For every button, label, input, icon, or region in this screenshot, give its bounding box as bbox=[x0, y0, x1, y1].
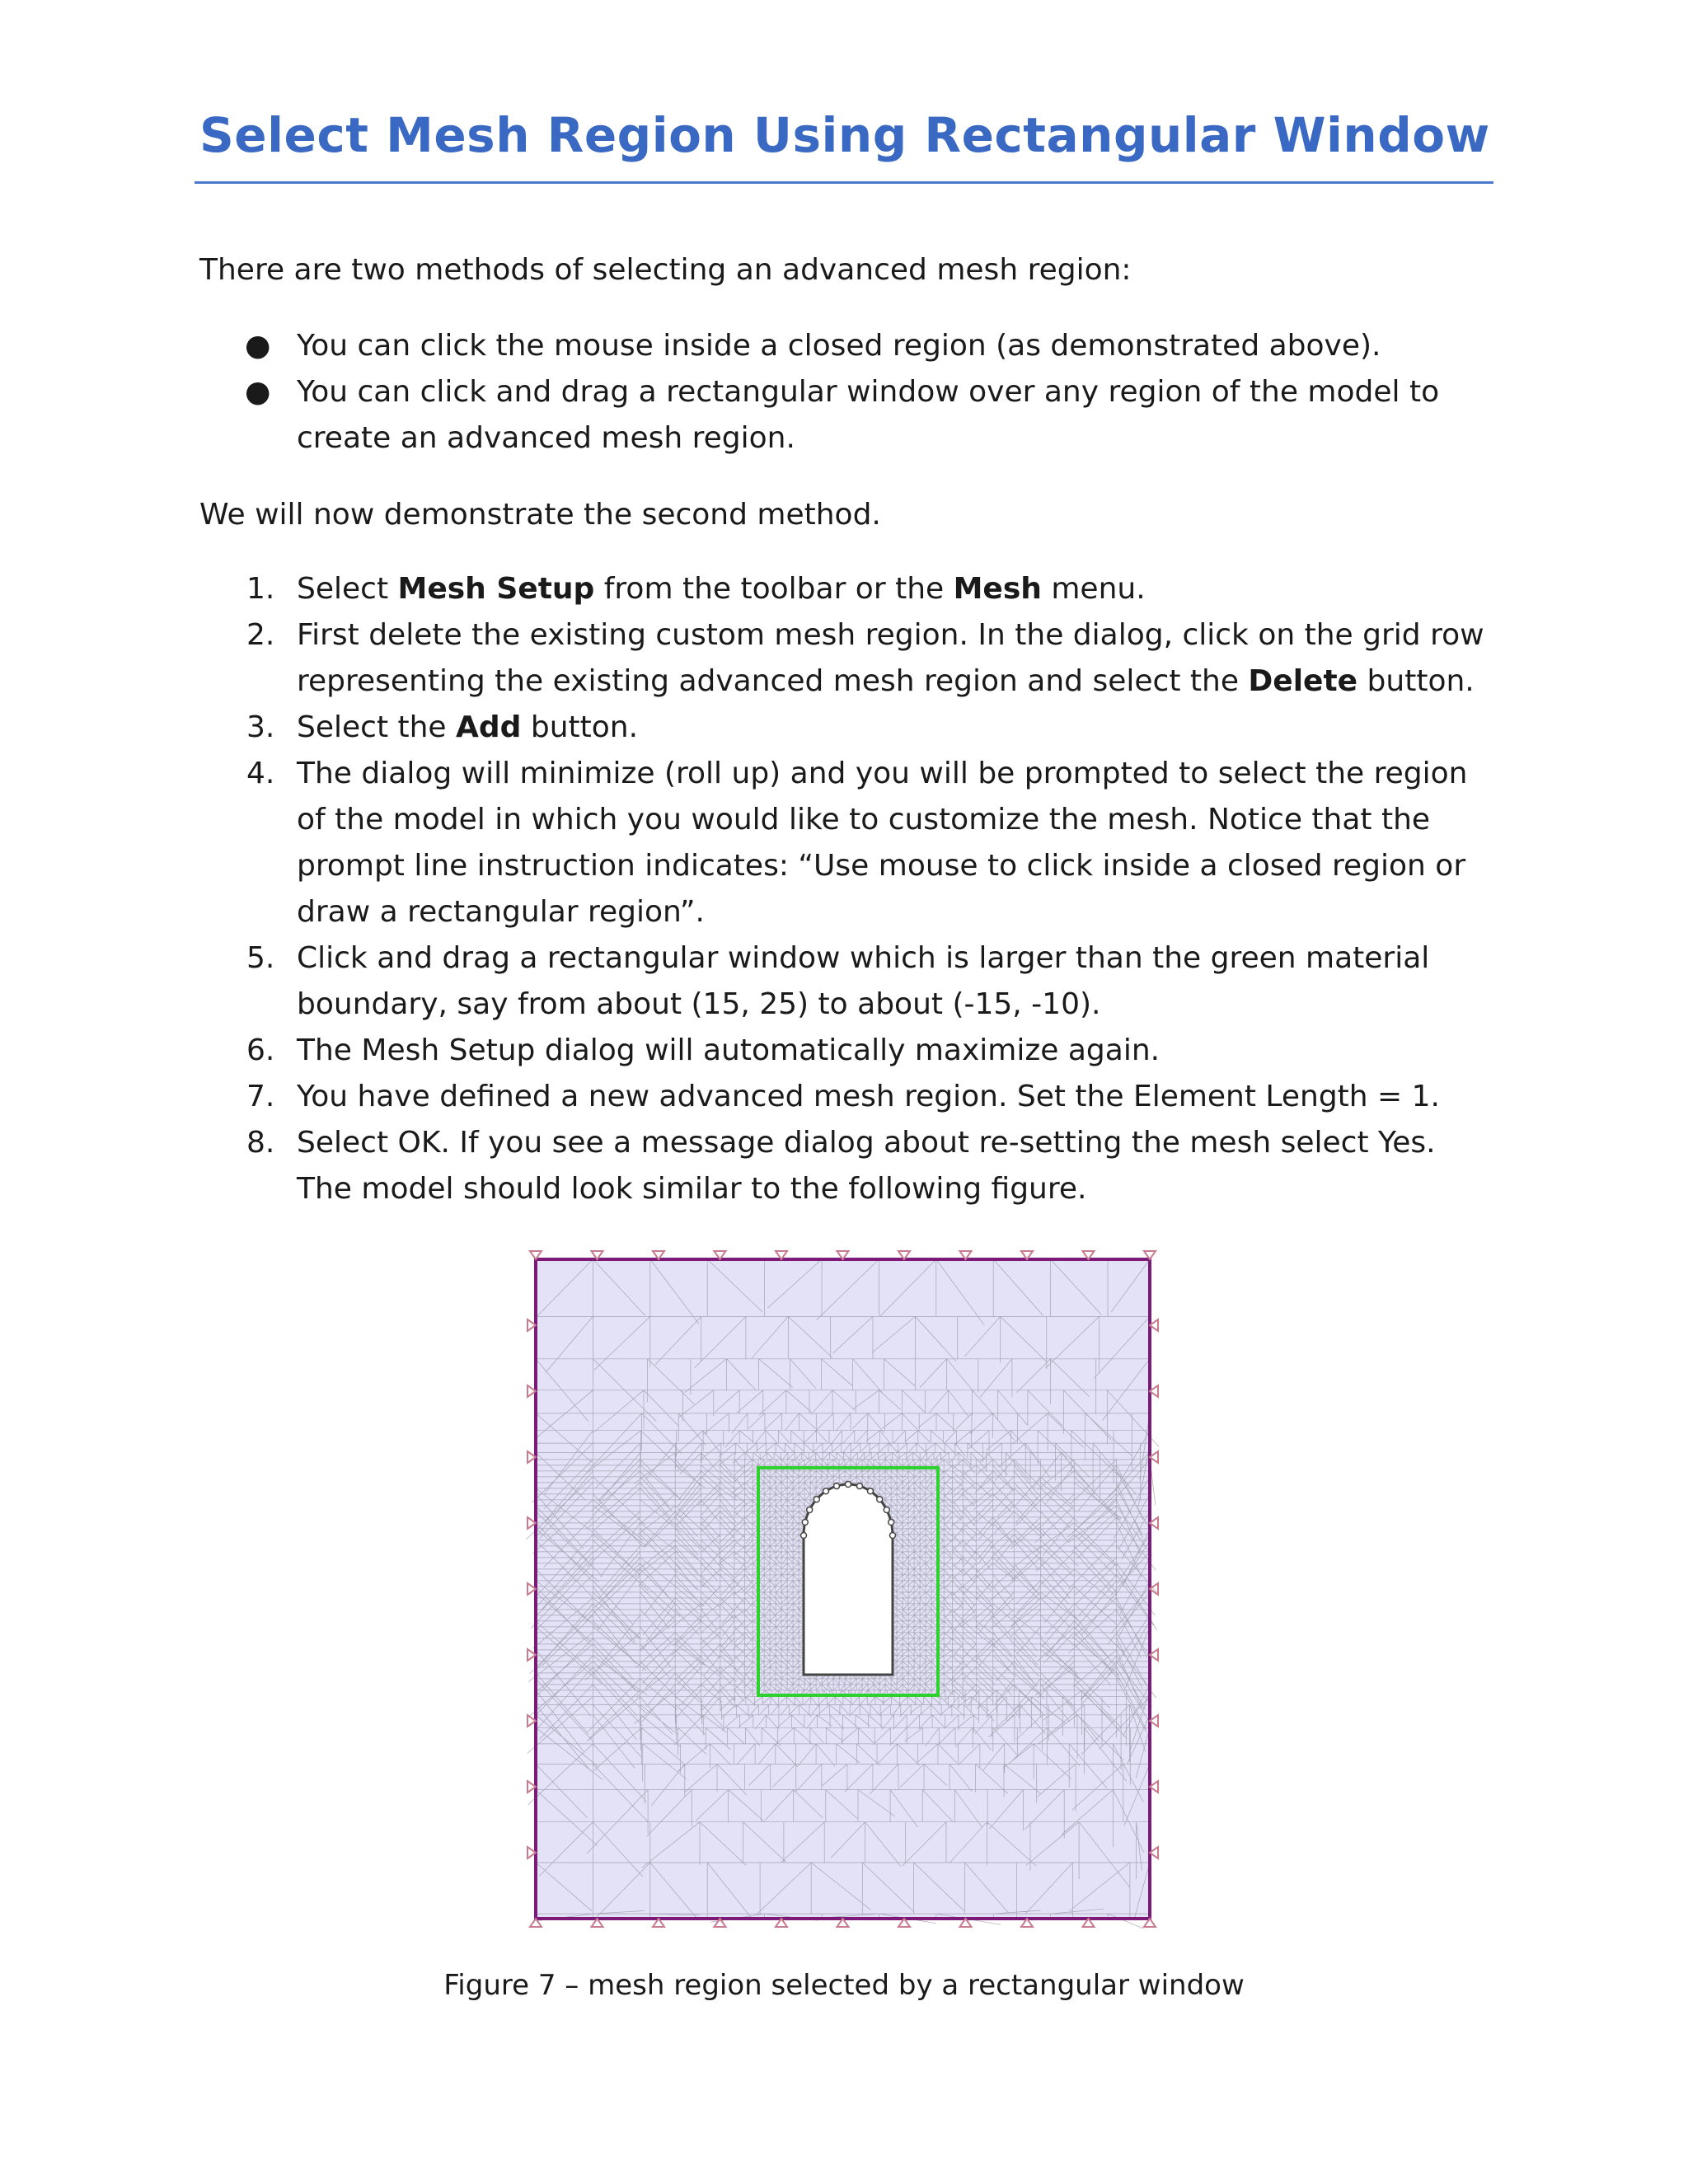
step-text: You have defined a new advanced mesh region. Set the Element Length = 1. bbox=[297, 1080, 1441, 1113]
step-text: Select the bbox=[297, 710, 457, 744]
excavation-opening bbox=[804, 1484, 893, 1675]
step-number: 7. bbox=[246, 1080, 275, 1113]
steps-list bbox=[199, 566, 1485, 1212]
vertex-marker bbox=[889, 1520, 894, 1526]
vertex-marker bbox=[801, 1533, 807, 1539]
title-underline bbox=[195, 181, 1493, 184]
step-item-5 bbox=[199, 935, 1485, 1028]
page-title: Select Mesh Region Using Rectangular Window bbox=[199, 107, 1490, 163]
vertex-marker bbox=[884, 1507, 889, 1513]
step-item-1 bbox=[199, 566, 1485, 612]
step-number: 1. bbox=[246, 572, 275, 606]
methods-list bbox=[199, 323, 1485, 462]
step-text: Click and drag a rectangular window which is larger than the green material boundary, say from about (15, 25) to about (-15, -10). bbox=[297, 941, 1430, 1021]
step-number: 2. bbox=[246, 618, 275, 652]
method-text-2: You can click and drag a rectangular window over any region of the model to create an advanced mesh region. bbox=[297, 375, 1440, 455]
step-text: button. bbox=[521, 710, 639, 744]
vertex-marker bbox=[846, 1482, 851, 1488]
step-item-4 bbox=[199, 751, 1485, 935]
vertex-marker bbox=[877, 1497, 883, 1502]
step-item-2 bbox=[199, 612, 1485, 705]
step-item-8 bbox=[199, 1120, 1485, 1212]
vertex-marker bbox=[868, 1488, 874, 1494]
transition-paragraph: We will now demonstrate the second method. bbox=[199, 498, 881, 532]
bullet-icon: ● bbox=[245, 329, 271, 363]
method-item-1 bbox=[199, 323, 1485, 369]
step-text: from the toolbar or the bbox=[594, 572, 954, 606]
step-item-6 bbox=[199, 1028, 1485, 1074]
step-number: 4. bbox=[246, 757, 275, 790]
step-number: 8. bbox=[246, 1126, 275, 1160]
step-text: First delete the existing custom mesh region. In the dialog, click on the grid row representing the existing advanced mesh region and select the bbox=[297, 618, 1484, 698]
step-emphasis: Mesh bbox=[953, 572, 1042, 606]
mesh-figure bbox=[519, 1243, 1162, 1935]
method-item-2 bbox=[199, 369, 1485, 462]
step-text: button. bbox=[1357, 664, 1475, 698]
intro-paragraph: There are two methods of selecting an advanced mesh region: bbox=[199, 253, 1132, 287]
figure-caption: Figure 7 – mesh region selected by a rectangular window bbox=[443, 1969, 1245, 2002]
bullet-icon: ● bbox=[245, 375, 271, 409]
step-text: Select OK. If you see a message dialog about re-setting the mesh select Yes. The model should look similar to the following figure. bbox=[297, 1126, 1436, 1206]
step-emphasis: Mesh Setup bbox=[397, 572, 595, 606]
step-number: 6. bbox=[246, 1033, 275, 1067]
vertex-marker bbox=[890, 1533, 896, 1539]
step-text: Select bbox=[297, 572, 398, 606]
method-text-1: You can click the mouse inside a closed region (as demonstrated above). bbox=[297, 329, 1381, 363]
step-text: The dialog will minimize (roll up) and you will be prompted to select the region of the model in which you would like to customize the mesh. Notice that the prompt line instruction indicates: “Use mouse to click inside a closed region or draw a rectangular region”. bbox=[297, 757, 1468, 929]
vertex-marker bbox=[823, 1488, 829, 1494]
vertex-marker bbox=[802, 1520, 808, 1526]
step-number: 3. bbox=[246, 710, 275, 744]
step-number: 5. bbox=[246, 941, 275, 975]
step-emphasis: Add bbox=[456, 710, 522, 744]
step-item-3 bbox=[199, 705, 1485, 751]
vertex-marker bbox=[807, 1507, 813, 1513]
vertex-marker bbox=[814, 1497, 819, 1502]
vertex-marker bbox=[834, 1483, 840, 1489]
step-emphasis: Delete bbox=[1248, 664, 1358, 698]
step-text: menu. bbox=[1041, 572, 1146, 606]
vertex-marker bbox=[857, 1483, 863, 1489]
step-text: The Mesh Setup dialog will automatically maximize again. bbox=[297, 1033, 1160, 1067]
step-item-7 bbox=[199, 1074, 1485, 1120]
